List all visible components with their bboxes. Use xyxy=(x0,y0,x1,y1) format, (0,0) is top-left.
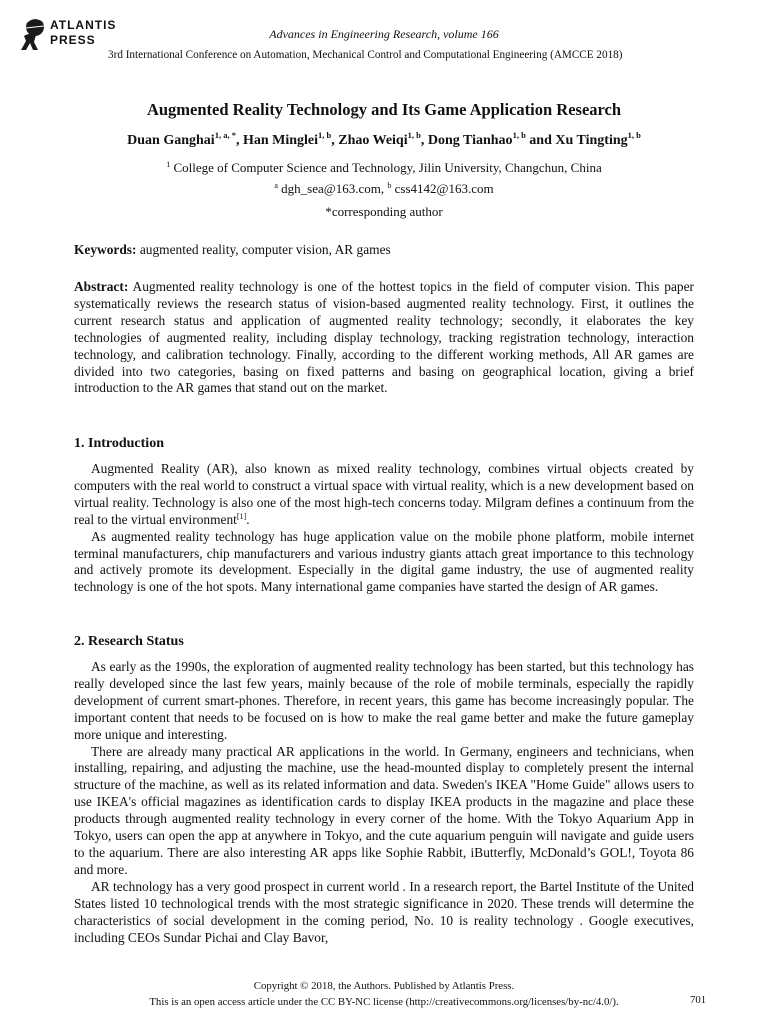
paragraph: There are already many practical AR applications in the world. In Germany, engineers and technicians, when installing, repairing, and adjusting the machine, use the head-mounted display to completely present the internal structure of the machine, as well as its related information and data. Sweden's IKEA "Home Guide" allows users to use IKEA's official magazines as identification cards to display IKEA products in the magazine and place these products through augmented reality technology in every corner of the home. With the Tokyo Aquarium App in Tokyo, users can open the app at anywhere in Tokyo, and the cute aquarium penguin will navigate and guide users to the aquarium. There are also interesting AR apps like Sophie Rabbit, iButterfly, McDonald’s GOL!, Toyota 86 and more. xyxy=(74,743,694,877)
section-heading-research-status: 2. Research Status xyxy=(74,634,184,649)
author-separator: and xyxy=(525,133,556,148)
keywords-text: augmented reality, computer vision, AR games xyxy=(139,242,391,257)
corresponding-author-note: *corresponding author xyxy=(325,204,443,219)
paper-title: Augmented Reality Technology and Its Game Application Research xyxy=(146,100,622,119)
logo-line-2: PRESS xyxy=(50,33,96,47)
page-number: 701 xyxy=(690,994,707,1006)
research-status-body xyxy=(74,659,694,946)
copyright-notice: Copyright © 2018, the Authors. Published by Atlantis Press. xyxy=(253,980,515,992)
affiliation-mark: 1 xyxy=(166,160,171,169)
paragraph-end: . xyxy=(246,511,250,527)
author-name: Han Minglei xyxy=(242,133,318,148)
abstract-text: Augmented reality technology is one of the hottest topics in the field of computer vision. This paper systematically reviews the research status of vision-based augmented reality technology. First, it outlines the current research status and application of augmented reality technology; secondly, it elaborates the key technologies of augmented reality, including display technology, tracking registration technology, interaction technology, and calibration technology. Finally, according to the different working methods, All AR games are divided into two categories, basing on fixed patterns and basing on geographical location, giving a brief introduction to the AR games that stand out on the market. xyxy=(74,279,695,396)
email-mark-b: b xyxy=(387,181,392,190)
introduction-body xyxy=(74,461,694,596)
author-affiliation-mark: 1, b xyxy=(512,130,526,140)
section-heading-introduction: 1. Introduction xyxy=(74,436,164,451)
author-affiliation-mark: 1, b xyxy=(407,130,421,140)
keywords-label: Keywords: xyxy=(74,242,137,257)
conference-name: 3rd International Conference on Automation, Mechanical Control and Computational Engineering (AMCCE 2018) xyxy=(108,49,623,61)
abstract xyxy=(74,279,694,397)
author-affiliation-mark: 1, b xyxy=(627,130,641,140)
email-a: dgh_sea@163.com, xyxy=(281,181,385,196)
paragraph-text: Augmented Reality (AR), also known as mixed reality technology, combines virtual objects created by computers with the real world to construct a virtual space with virtual reality, which is a new development based on virtual reality. Technology is also one of the most high-tech concerns today. Milgram defines a continuum from the real to the virtual environment xyxy=(74,461,694,527)
affiliation-text: College of Computer Science and Technology, Jilin University, Changchun, China xyxy=(173,160,602,175)
paragraph xyxy=(74,461,694,529)
author-name: Duan Ganghai xyxy=(127,133,215,148)
keywords xyxy=(74,242,694,259)
paragraph: AR technology has a very good prospect in current world . In a research report, the Bartel Institute of the United States listed 10 technological trends with the most strategic significance in 2020. These trends will determine the characteristics of social development in the coming period, No. 10 is reality technology . Google executives, including CEOs Sundar Pichai and Clay Bavor, xyxy=(74,878,694,945)
email-mark-a: a xyxy=(274,181,278,190)
license-notice: This is an open access article under the CC BY-NC license (http://creativecommons.org/licenses/by-nc/4.0/). xyxy=(149,996,619,1008)
author-name: Xu Tingting xyxy=(555,133,628,148)
author-name: Zhao Weiqi xyxy=(338,133,408,148)
email-b: css4142@163.com xyxy=(394,181,494,196)
author-name: Dong Tianhao xyxy=(427,133,513,148)
author-emails xyxy=(0,181,768,197)
journal-name: Advances in Engineering Research, volume 166 xyxy=(269,27,499,41)
citation-ref: [1] xyxy=(236,511,247,521)
author-affiliation-mark: 1, a, * xyxy=(214,130,236,140)
author-separator: , xyxy=(235,133,243,148)
author-list xyxy=(0,130,768,149)
paragraph: As augmented reality technology has huge application value on the mobile phone platform, mobile internet terminal manufacturers, chip manufacturers and various industry giants attach great importance to this technology and actively promote its development. Especially in the digital game industry, the use of augmented reality technology is one of the hot spots. Many international game companies have started the design of AR games. xyxy=(74,528,694,595)
author-affiliation-mark: 1, b xyxy=(318,130,332,140)
logo-line-1: ATLANTIS xyxy=(50,18,117,32)
abstract-label: Abstract: xyxy=(74,279,129,294)
affiliation xyxy=(0,160,768,176)
paragraph: As early as the 1990s, the exploration of augmented reality technology has been started, but this technology has really developed since the last few years, mainly because of the role of mobile terminals, especially the rapidly development of current smart-phones. Therefore, in recent years, this game has become increasingly popular. The important content that needs to be focused on is how to make the real game better and make the future gameplay more unique and interesting. xyxy=(74,659,694,742)
author-separator: , xyxy=(331,133,339,148)
author-separator: , xyxy=(420,133,428,148)
